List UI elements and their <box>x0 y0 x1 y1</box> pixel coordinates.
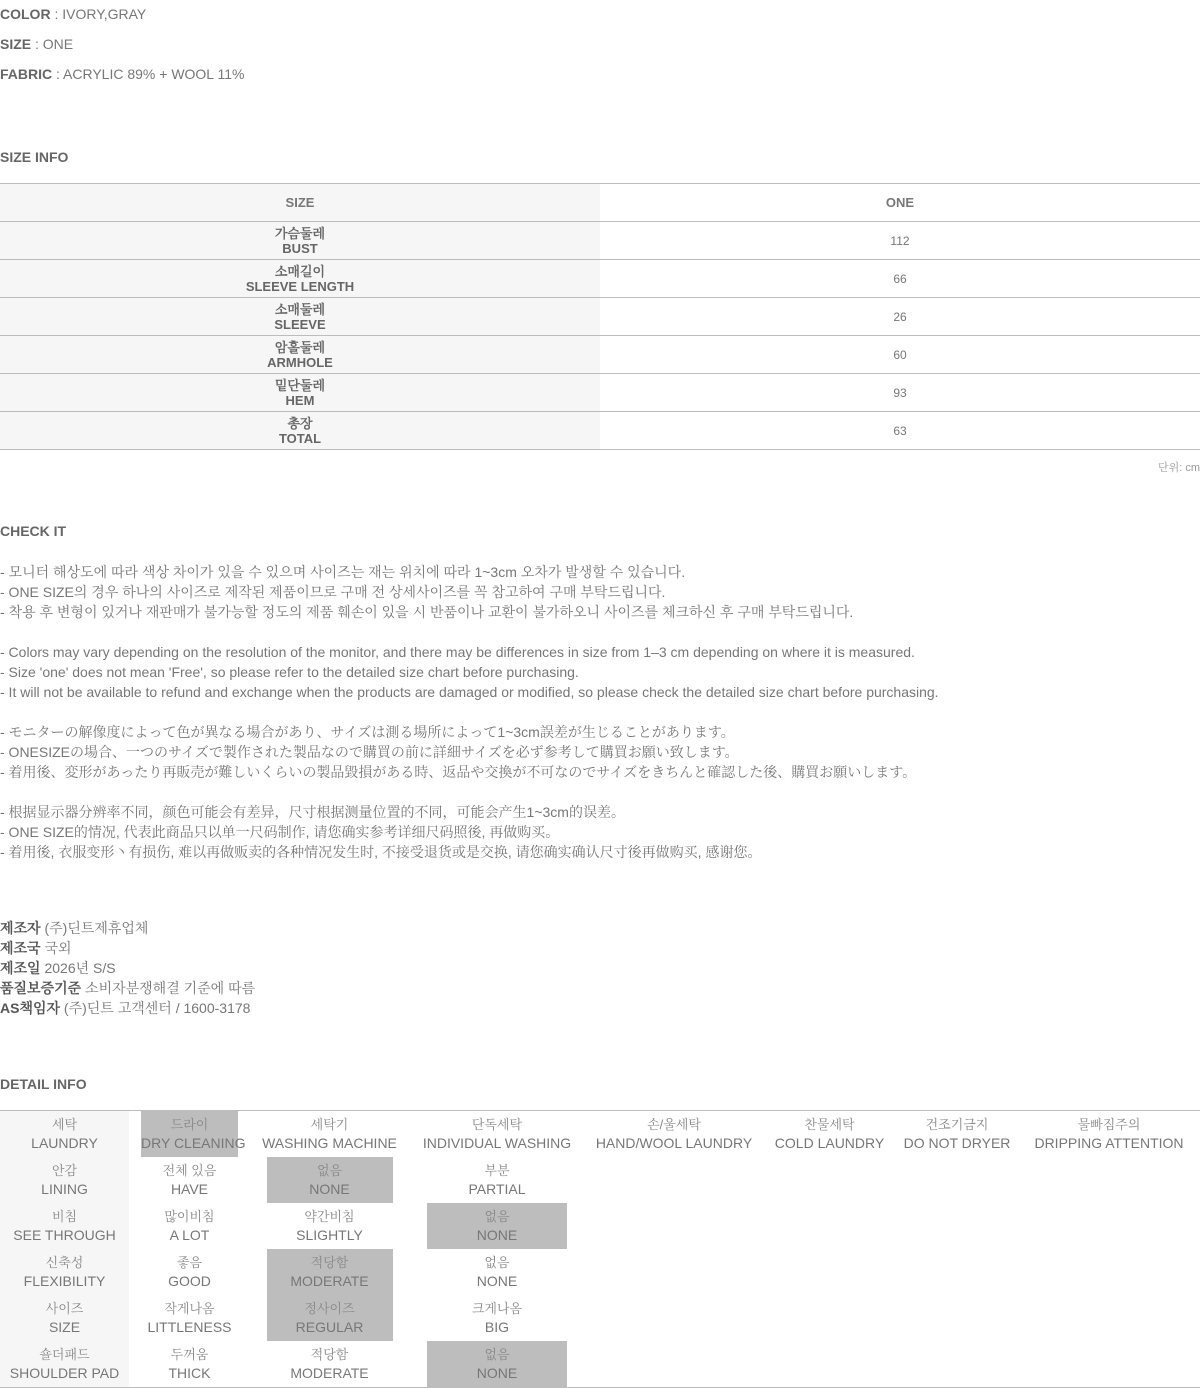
note-line: - 着用後, 衣服变形丶有损伤, 难以再做贩卖的各种情况发生时, 不接受退货或是交换, 请您确实确认尺寸後再做购买, 感谢您。 <box>0 844 762 860</box>
detail-option: 적당함 MODERATE <box>250 1341 409 1388</box>
table-row <box>0 374 1200 412</box>
measure-value: 26 <box>600 298 1200 336</box>
detail-option-empty <box>763 1341 896 1388</box>
table-row <box>0 336 1200 374</box>
measure-label: 가슴둘레 BUST <box>0 222 600 260</box>
detail-option: 손/울세탁 HAND/WOOL LAUNDRY <box>585 1111 763 1158</box>
detail-option: 작게나옴 LITTLENESS <box>147 1301 232 1335</box>
quality-standard-line: 품질보증기준 소비자분쟁해결 기준에 따름 <box>0 980 256 996</box>
detail-row-header: 신축성 FLEXIBILITY <box>0 1249 129 1295</box>
detail-option: 전체 있음 HAVE <box>162 1163 217 1197</box>
detail-option-empty <box>763 1203 896 1249</box>
detail-option-empty <box>585 1295 763 1341</box>
notes-chinese <box>0 802 1200 862</box>
detail-option: 물빠짐주의 DRIPPING ATTENTION <box>1018 1111 1200 1158</box>
note-line: - モニターの解像度によって色が異なる場合があり、サイズは測る場所によって1~3cm誤差が生じることがあります。 <box>0 724 735 740</box>
table-row <box>0 1249 1200 1295</box>
note-line: - 착용 후 변형이 있거나 재판매가 불가능할 정도의 제품 훼손이 있을 시 반품이나 교환이 불가하오니 사이즈를 체크하신 후 구매 부탁드립니다. <box>0 604 854 620</box>
size-info-title: SIZE INFO <box>0 149 69 165</box>
note-line: - 着用後、変形があったり再販売が難しいくらいの製品毀損がある時、返品や交換が不可なのでサイズをきちんと確認した後、購買お願いします。 <box>0 764 917 780</box>
measure-label: 총장 TOTAL <box>0 412 600 450</box>
detail-row-header: 세탁 LAUNDRY <box>0 1111 129 1158</box>
detail-table-body <box>0 1111 1200 1388</box>
detail-option-empty <box>1018 1203 1200 1249</box>
origin-line: 제조국 국외 <box>0 940 72 956</box>
detail-option-empty <box>763 1249 896 1295</box>
note-line: - ONE SIZE의 경우 하나의 사이즈로 제작된 제품이므로 구매 전 상세사이즈를 꼭 참고하여 구매 부탁드립니다. <box>0 584 666 600</box>
unit-note: 단위: cm <box>1157 462 1200 474</box>
detail-option: 약간비침 SLIGHTLY <box>296 1209 363 1243</box>
table-row <box>0 412 1200 450</box>
detail-option-selected: 없음 NONE <box>409 1341 585 1388</box>
table-row <box>0 298 1200 336</box>
detail-option: 단독세탁 INDIVIDUAL WASHING <box>409 1111 585 1158</box>
size-table <box>0 183 1200 450</box>
detail-row-header: 숄더패드 SHOULDER PAD <box>0 1341 129 1388</box>
detail-option: 크게나옴 BIG <box>471 1301 523 1335</box>
detail-option-empty <box>896 1249 1018 1295</box>
detail-option-empty <box>1018 1249 1200 1295</box>
detail-option: 없음 NONE <box>476 1255 518 1289</box>
manufacture-date-line: 제조일 2026년 S/S <box>0 960 116 976</box>
detail-option-empty <box>585 1249 763 1295</box>
notes-japanese <box>0 722 1200 782</box>
detail-option-empty <box>896 1157 1018 1203</box>
note-line: - 根据显示器分辨率不同，颜色可能会有差异，尺寸根据测量位置的不同，可能会产生1~3cm的误差。 <box>0 804 625 820</box>
note-line: - Size 'one' does not mean 'Free', so please refer to the detailed size chart before purchasing. <box>0 664 579 680</box>
detail-option-selected: 정사이즈 REGULAR <box>250 1295 409 1341</box>
measure-value: 66 <box>600 260 1200 298</box>
detail-option-empty <box>1018 1341 1200 1388</box>
detail-option-selected: 드라이 DRY CLEANING <box>129 1111 250 1158</box>
note-line: - ONESIZEの場合、一つのサイズで製作された製品なので購買の前に詳細サイズを必ず参考して購買お願い致します。 <box>0 744 739 760</box>
table-row <box>0 1203 1200 1249</box>
size-table-header <box>0 184 1200 222</box>
note-line: - It will not be available to refund and exchange when the products are damaged or modified, so please check the detailed size chart before purchasing. <box>0 684 939 700</box>
size-header-value: ONE <box>600 184 1200 222</box>
note-line: - Colors may vary depending on the resolution of the monitor, and there may be differences in size from 1–3 cm depending on where it is measured. <box>0 644 915 660</box>
note-line: - 모니터 해상도에 따라 색상 차이가 있을 수 있으며 사이즈는 재는 위치에 따라 1~3cm 오차가 발생할 수 있습니다. <box>0 564 686 580</box>
detail-row-header: 안감 LINING <box>0 1157 129 1203</box>
detail-table <box>0 1110 1200 1388</box>
detail-option-empty <box>1018 1157 1200 1203</box>
size-header-label: SIZE <box>0 184 600 222</box>
manufacturer-line: 제조자 (주)딘트제휴업체 <box>0 920 149 936</box>
spec-list <box>0 0 1200 90</box>
detail-option: 두꺼움 THICK <box>129 1341 250 1388</box>
table-row <box>0 1341 1200 1388</box>
measure-label: 밑단둘레 HEM <box>0 374 600 412</box>
detail-option-empty <box>585 1203 763 1249</box>
detail-row-header: 비침 SEE THROUGH <box>0 1203 129 1249</box>
measure-value: 63 <box>600 412 1200 450</box>
detail-option-empty <box>763 1295 896 1341</box>
detail-option: 좋음 GOOD <box>168 1255 211 1289</box>
notes-english <box>0 642 1200 702</box>
spec-fabric: FABRIC : ACRYLIC 89% + WOOL 11% <box>0 66 245 82</box>
detail-option: 많이비침 A LOT <box>164 1209 215 1243</box>
measure-label: 소매둘레 SLEEVE <box>0 298 600 336</box>
detail-option-empty <box>585 1341 763 1388</box>
table-row <box>0 1157 1200 1203</box>
detail-option-selected: 적당함 MODERATE <box>250 1249 409 1295</box>
detail-option: 부분 PARTIAL <box>468 1163 526 1197</box>
manufacturer-info <box>0 918 1200 1018</box>
table-row <box>0 1295 1200 1341</box>
spec-size: SIZE : ONE <box>0 36 74 52</box>
detail-option-selected: 없음 NONE <box>409 1203 585 1249</box>
check-it-title: CHECK IT <box>0 523 67 539</box>
detail-option-empty <box>896 1295 1018 1341</box>
detail-option-empty <box>1018 1295 1200 1341</box>
measure-value: 60 <box>600 336 1200 374</box>
check-it-notes <box>0 562 1200 862</box>
note-line: - ONE SIZE的情况, 代表此商品只以单一尺码制作, 请您确实参考详细尺码照後, 再做购买。 <box>0 824 560 840</box>
detail-option-empty <box>896 1341 1018 1388</box>
detail-option: 세탁기 WASHING MACHINE <box>250 1111 409 1158</box>
detail-option-empty <box>763 1157 896 1203</box>
detail-info-title: DETAIL INFO <box>0 1076 87 1092</box>
detail-option: 건조기금지 DO NOT DRYER <box>896 1111 1018 1158</box>
notes-korean <box>0 562 1200 622</box>
spec-color: COLOR : IVORY,GRAY <box>0 6 147 22</box>
table-row <box>0 1111 1200 1158</box>
table-row <box>0 260 1200 298</box>
measure-value: 112 <box>600 222 1200 260</box>
as-contact-line: AS책임자 (주)딘트 고객센터 / 1600-3178 <box>0 1000 251 1016</box>
measure-label: 암홀둘레 ARMHOLE <box>0 336 600 374</box>
detail-option-empty <box>896 1203 1018 1249</box>
measure-label: 소매길이 SLEEVE LENGTH <box>0 260 600 298</box>
measure-value: 93 <box>600 374 1200 412</box>
detail-option-empty <box>585 1157 763 1203</box>
detail-option-selected: 없음 NONE <box>250 1157 409 1203</box>
detail-row-header: 사이즈 SIZE <box>0 1295 129 1341</box>
table-row <box>0 222 1200 260</box>
detail-option: 찬물세탁 COLD LAUNDRY <box>763 1111 896 1158</box>
